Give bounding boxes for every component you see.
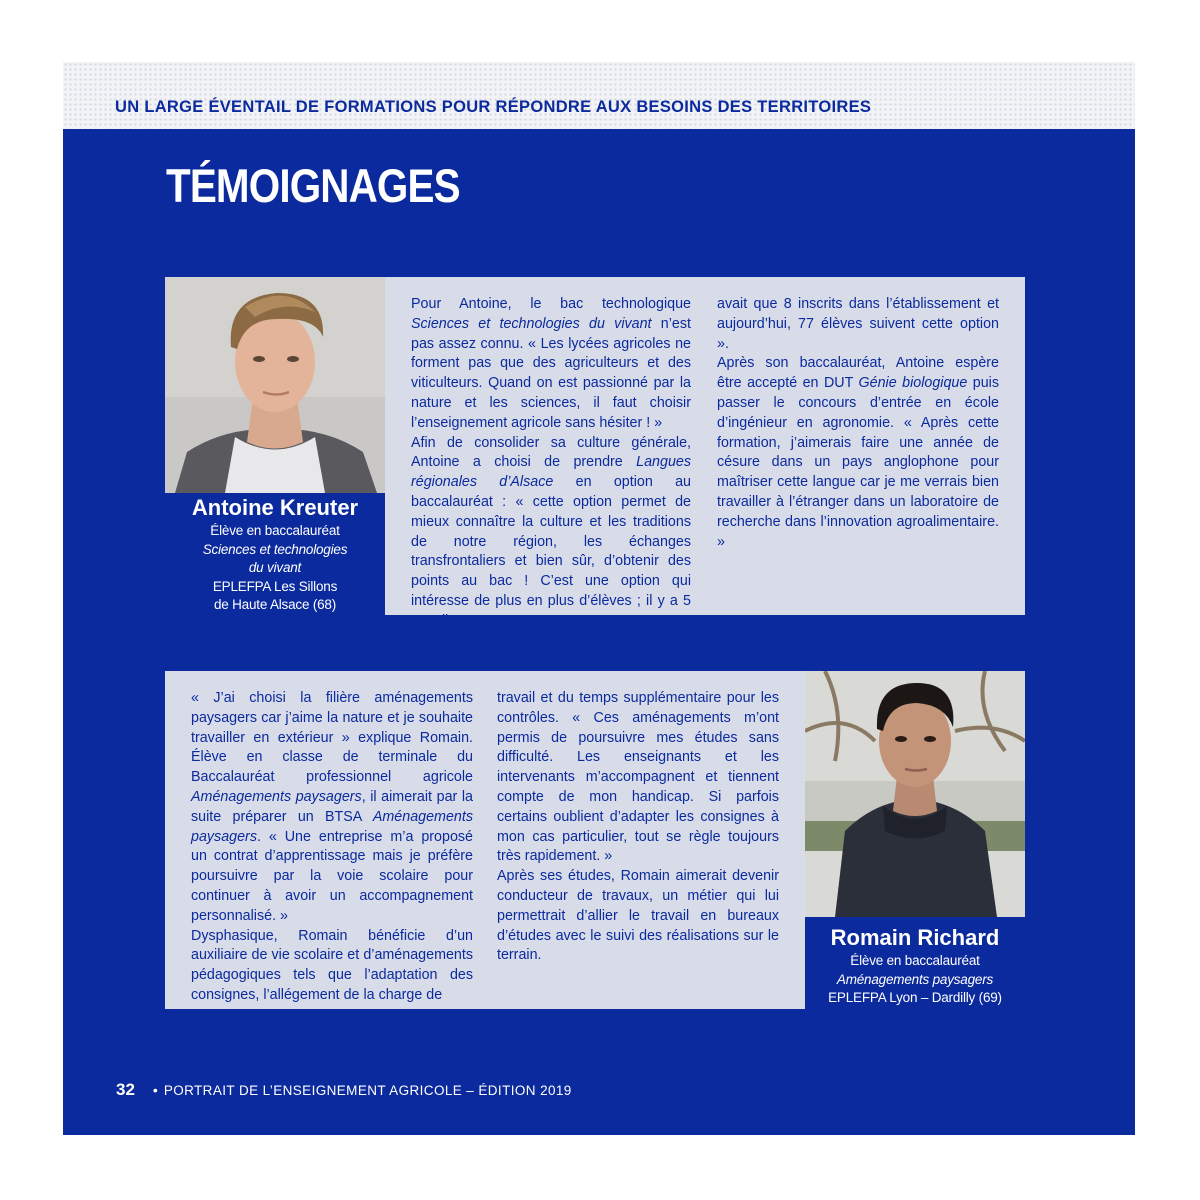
testimonial-text-column: Pour Antoine, le bac technologique Sciences et technologies du vivant n’est pas assez connu. « Les lycées agricoles ne forment pas que des agriculteurs et des viticulteurs. Quand on est passionné par la nature et les sciences, il faut choisir l’enseignement agricole sans hésiter ! » Afin de consolider sa culture générale, Antoine a choisi de prendre Langues régionales d’Alsace en option au baccalauréat : « cette option permet de mieux connaître la culture et les traditions de notre région, les échanges transfrontaliers et bien sûr, d’obtenir des points au bac ! C’est une option qui intéresse de plus en plus d’élèves ; il y a 5 ans, il n’y — [411, 296, 691, 629]
testimonial-school: EPLEFPA Lyon – Dardilly (69) — [828, 990, 1002, 1005]
testimonial-school: EPLEFPA Les Sillons — [212, 578, 338, 594]
testimonial-program: Sciences et technologies — [202, 541, 348, 557]
page-background — [63, 62, 1135, 1135]
testimonial-program: Aménagements paysagers — [836, 971, 994, 987]
testimonial-panel-antoine — [385, 277, 1025, 629]
testimonial-text-column: « J’ai choisi la filière aménagements paysagers car j’aime la nature et je souhaite travailler en extérieur » explique Romain. Élève en classe de terminale du Baccalauréat professionnel agricole Aménagements paysagers, il aimerait par la suite préparer un BTSA Aménagements paysagers. « Une entreprise m’a proposé un contrat d’apprentissage mais je préfère poursuivre par la voie scolaire pour continuer à avoir un accompagnement personnalisé. » Dysphasique, Romain bénéficie d’un auxiliaire de vie scolaire et d’aménagements pédagogiques tels que l’adaptation des consignes, l’allégement de la charge de — [191, 690, 473, 1003]
testimonial-role: Élève en baccalauréat — [210, 523, 340, 538]
section-title: UN LARGE ÉVENTAIL DE FORMATIONS POUR RÉPONDRE AUX BESOINS DES TERRITOIRES — [115, 98, 872, 116]
testimonial-program: du vivant — [248, 560, 302, 575]
portrait-photo-antoine — [165, 277, 385, 493]
publication-title: PORTRAIT DE L’ENSEIGNEMENT AGRICOLE – ÉDITION 2019 — [163, 1083, 572, 1098]
testimonial-name: Antoine Kreuter — [191, 495, 359, 520]
bullet: • — [152, 1082, 158, 1098]
caption-romain — [805, 924, 1025, 1008]
testimonial-panel-romain — [165, 671, 805, 1009]
portrait-photo-romain — [805, 671, 1025, 917]
page-number: 32 — [116, 1080, 135, 1099]
testimonial-name: Romain Richard — [830, 925, 1000, 950]
testimonial-text-column: travail et du temps supplémentaire pour les contrôles. « Ces aménagements m’ont permis de poursuivre mes études sans difficulté. Les enseignants et les intervenants m’accompagnent et tiennent compte de mon handicap. Si parfois certains oublient d’adapter les consignes à mon cas particulier, tout se règle toujours très rapidement. » Après ses études, Romain aimerait devenir conducteur de travaux, un métier qui lui permettrait d’allier le travail en bureaux d’études avec le suivi des réalisations sur le terrain. — [497, 690, 779, 964]
caption-antoine — [165, 494, 385, 615]
testimonial-school: de Haute Alsace (68) — [213, 597, 337, 612]
testimonial-text-column: avait que 8 inscrits dans l’établissement et aujourd’hui, 77 élèves suivent cette option ». Après son baccalauréat, Antoine espère être accepté en DUT Génie biologique puis passer le concours d’entrée en école d’ingénieur en agronomie. « Après cette formation, j’aimerais faire une année de césure dans un pays anglophone pour maîtriser cette langue car je me verrais bien travailler à l’étranger dans un laboratoire de recherche dans l’innovation agroalimentaire. » — [717, 296, 1000, 550]
header-band — [63, 62, 1135, 129]
testimonial-role: Élève en baccalauréat — [850, 953, 980, 968]
page-footer — [116, 1080, 572, 1100]
page-title: TÉMOIGNAGES — [166, 159, 460, 212]
